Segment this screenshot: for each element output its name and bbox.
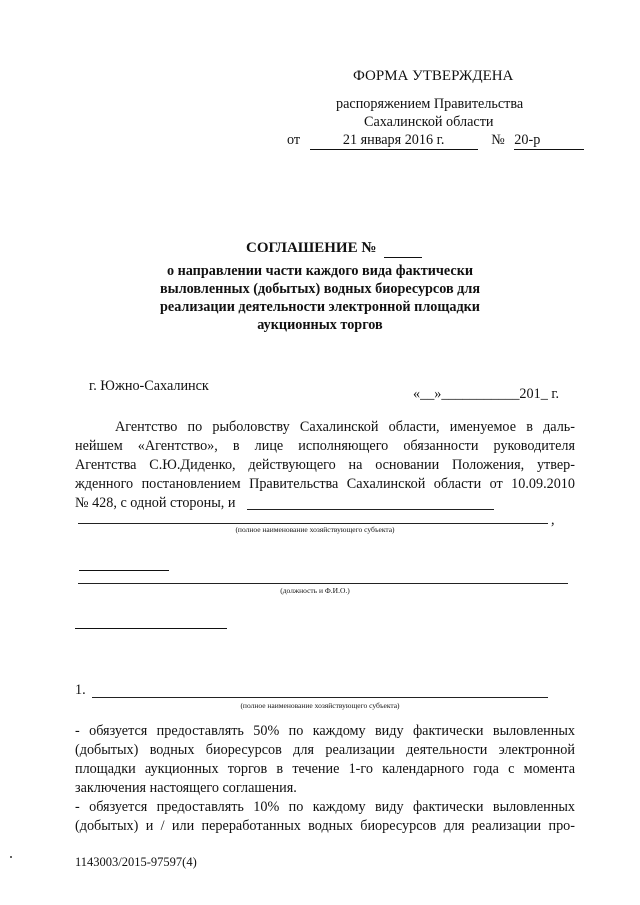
agreement-title-text: СОГЛАШЕНИЕ № [246,240,377,256]
agreement-subtitle-4: аукционных торгов [257,317,383,333]
clause-1-para-1-line-3: площадки аукционных торгов в течение 1-го календарного года с момента [75,761,575,777]
entity-name-line-2 [92,697,548,698]
basis-line-1 [75,610,575,629]
position-name-caption: (должность и Ф.И.О.) [280,586,350,595]
clause-1-para-2-line-2: (добытых) и / или переработанных водных биоресурсов для реализации про- [75,818,575,834]
signing-date: «__»___________201_ г. [413,386,560,402]
number-label: № [491,132,505,148]
region-line: Сахалинской области [364,114,494,130]
agreement-subtitle-1: о направлении части каждого вида фактически [166,263,474,279]
agreement-subtitle-2: выловленных (добытых) водных биоресурсов для [159,281,480,297]
clause-1-para-1-line-2: (добытых) водных биоресурсов для реализации деятельности электронной [75,742,575,758]
intro-line-3: Агентства С.Ю.Диденко, действующего на основании Положения, утвер- [75,457,575,473]
city: г. Южно-Сахалинск [89,378,209,394]
document-id: 1143003/2015-97597(4) [75,855,197,869]
comma: , [551,512,555,528]
approved-by-line: распоряжением Правительства [336,96,524,112]
agreement-title [246,239,422,258]
intro-blank-line [247,509,494,510]
intro-line-4: жденного постановлением Правительства Сахалинской области от 10.09.2010 [75,476,575,492]
entity-name-caption-1: (полное наименование хозяйствующего субъекта) [235,525,395,534]
approval-date: 21 января 2016 г. [310,131,478,150]
representative-blank [75,610,227,629]
form-approved-heading: ФОРМА УТВЕРЖДЕНА [353,68,514,84]
entity-name-line-1 [78,523,548,524]
scan-speck [10,856,12,858]
date-row [287,131,584,150]
intro-line-5: № 428, с одной стороны, и [75,495,236,511]
agreement-subtitle-3: реализации деятельности электронной площадки [160,299,480,315]
clause-1-para-1-line-1: - обязуется предоставлять 50% по каждому виду фактически выловленных [75,723,575,739]
intro-line-1: Агентство по рыболовству Сахалинской области, именуемое в даль- [115,419,575,435]
position-name-line [78,583,568,584]
subject-person-blank [79,552,169,571]
intro-line-2: нейшем «Агентство», в лице исполняющего обязанности руководителя [75,438,575,454]
agreement-number-blank [384,239,422,258]
approval-number: 20-р [514,131,584,150]
entity-name-caption-2: (полное наименование хозяйствующего субъекта) [240,701,400,710]
clause-1-number: 1. [75,682,86,698]
clause-1-para-2-line-1: - обязуется предоставлять 10% по каждому виду фактически выловленных [75,799,575,815]
subject-line [75,552,169,571]
clause-1-para-1-line-4: заключения настоящего соглашения. [75,780,297,796]
from-label: от [287,132,301,148]
